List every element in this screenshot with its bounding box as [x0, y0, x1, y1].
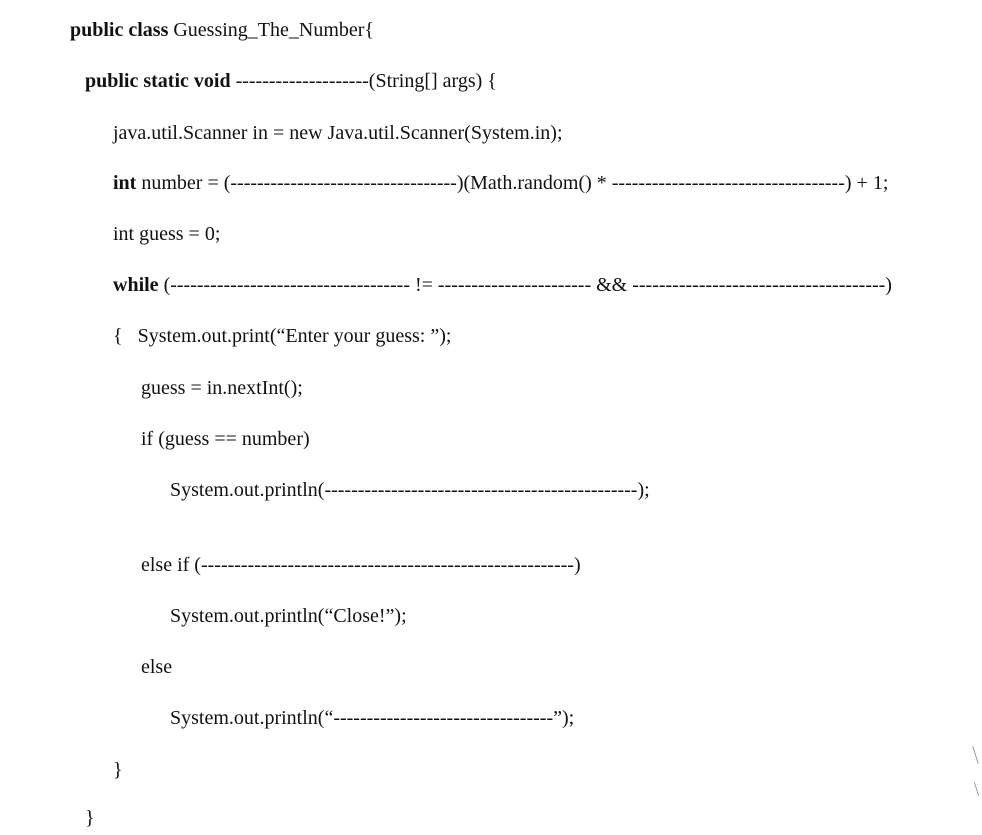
- code-text: }: [85, 807, 95, 829]
- code-line-else-if: [141, 553, 581, 577]
- code-line-class-declaration: [70, 18, 374, 42]
- code-line-if-correct: [141, 427, 310, 451]
- code-line-print-close: [170, 604, 407, 628]
- code-text: number = (----------------------------------)(Math.random() * -----------------------------------) + 1;: [136, 172, 889, 194]
- code-text: System.out.println(“---------------------------------”);: [170, 707, 575, 729]
- code-text: { System.out.print(“Enter your guess: ”);: [113, 325, 452, 347]
- code-line-close-while: [113, 758, 123, 782]
- code-line-read-guess: [141, 376, 303, 400]
- code-text: else: [141, 656, 173, 678]
- code-text: --------------------(String[] args) {: [230, 70, 497, 92]
- code-line-scanner: [113, 121, 563, 145]
- keyword: while: [113, 274, 159, 296]
- keyword: public static void: [85, 70, 231, 92]
- code-text: if (guess == number): [141, 428, 310, 450]
- code-text: System.out.println(“Close!”);: [170, 605, 407, 627]
- code-text: (------------------------------------ != ----------------------- && --------------------------------------): [158, 274, 892, 296]
- code-text: }: [113, 759, 123, 781]
- code-text: else if (--------------------------------------------------------): [141, 554, 581, 576]
- code-line-while: [113, 273, 892, 297]
- code-text: int guess = 0;: [113, 223, 221, 245]
- code-line-close-method: [85, 806, 95, 830]
- margin-scratch-mark: [974, 782, 979, 796]
- keyword: public class: [70, 19, 169, 41]
- code-line-guess-init: [113, 222, 220, 246]
- code-line-print-else: [170, 706, 574, 730]
- code-line-else: [141, 655, 172, 679]
- code-text: Guessing_The_Number{: [168, 19, 375, 41]
- code-line-prompt: [113, 324, 451, 348]
- margin-scratch-mark: [972, 746, 979, 763]
- code-text: guess = in.nextInt();: [141, 377, 303, 399]
- code-text: System.out.println(-----------------------------------------------);: [170, 479, 650, 501]
- code-line-main-method: [85, 69, 497, 93]
- keyword: int: [113, 172, 137, 194]
- code-text: java.util.Scanner in = new Java.util.Scanner(System.in);: [113, 122, 563, 144]
- code-line-random-number: [113, 171, 888, 195]
- code-line-print-correct: [170, 478, 650, 502]
